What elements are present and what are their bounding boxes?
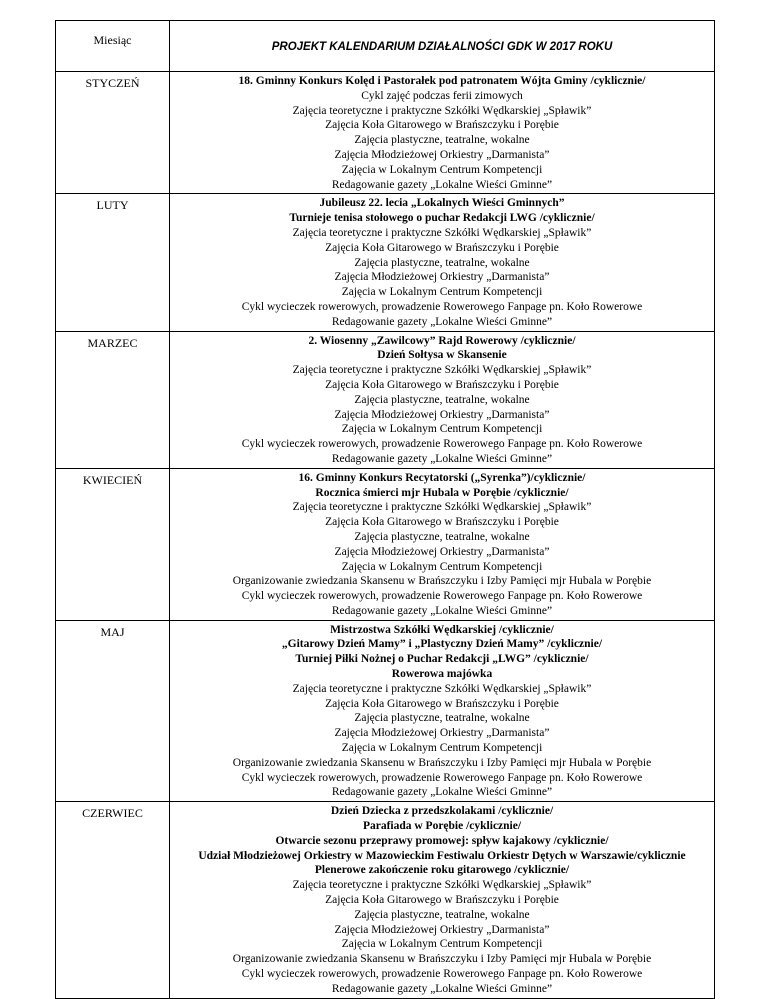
activity-item: Zajęcia teoretyczne i praktyczne Szkółki Wędkarskiej „Spławik”	[292, 104, 592, 117]
event-highlight: 2. Wiosenny „Zawilcowy” Rajd Rowerowy /cyklicznie/	[308, 334, 576, 347]
event-highlight: „Gitarowy Dzień Mamy” i „Plastyczny Dzień Mamy” /cyklicznie/	[281, 638, 603, 651]
activity-item: Zajęcia plastyczne, teatralne, wokalne	[354, 530, 530, 543]
event-highlight: Rocznica śmierci mjr Hubala w Porębie /cyklicznie/	[315, 486, 569, 499]
activities-cell	[170, 331, 715, 468]
header-row	[56, 21, 715, 72]
activity-item: Zajęcia Młodzieżowej Orkiestry „Darmanista”	[334, 408, 550, 421]
activity-item: Cykl wycieczek rowerowych, prowadzenie Rowerowego Fanpage pn. Koło Rowerowe	[241, 771, 643, 784]
month-row	[56, 194, 715, 331]
activities-cell	[170, 72, 715, 194]
activity-item: Zajęcia w Lokalnym Centrum Kompetencji	[341, 423, 543, 436]
event-highlight: Parafiada w Porębie /cyklicznie/	[362, 820, 522, 833]
event-highlight: Rowerowa majówka	[391, 668, 493, 681]
activity-item: Zajęcia Koła Gitarowego w Brańszczyku i Porębie	[325, 516, 559, 529]
activity-item: Organizowanie zwiedzania Skansenu w Brańszczyku i Izby Pamięci mjr Hubala w Porębie	[232, 756, 652, 769]
activity-item: Zajęcia Koła Gitarowego w Brańszczyku i Porębie	[325, 697, 559, 710]
month-row	[56, 72, 715, 194]
activity-item: Redagowanie gazety „Lokalne Wieści Gminne”	[331, 452, 553, 465]
activity-item: Zajęcia w Lokalnym Centrum Kompetencji	[341, 742, 543, 755]
activity-item: Cykl wycieczek rowerowych, prowadzenie Rowerowego Fanpage pn. Koło Rowerowe	[241, 300, 643, 313]
activity-item: Zajęcia Koła Gitarowego w Brańszczyku i Porębie	[325, 119, 559, 132]
activity-item: Redagowanie gazety „Lokalne Wieści Gminne”	[331, 786, 553, 799]
activity-item: Cykl wycieczek rowerowych, prowadzenie Rowerowego Fanpage pn. Koło Rowerowe	[241, 590, 643, 603]
month-row	[56, 331, 715, 468]
month-row	[56, 802, 715, 998]
activity-item: Zajęcia plastyczne, teatralne, wokalne	[354, 393, 530, 406]
calendar-body	[56, 21, 715, 999]
event-highlight: Turnieje tenisa stołowego o puchar Redakcji LWG /cyklicznie/	[289, 212, 595, 225]
event-highlight: 16. Gminny Konkurs Recytatorski („Syrenka”)/cyklicznie/	[298, 471, 586, 484]
activity-item: Zajęcia teoretyczne i praktyczne Szkółki Wędkarskiej „Spławik”	[292, 226, 592, 239]
activity-item: Zajęcia Koła Gitarowego w Brańszczyku i Porębie	[325, 241, 559, 254]
month-name: STYCZEŃ	[56, 72, 170, 194]
activities-cell	[170, 468, 715, 620]
month-name: CZERWIEC	[56, 802, 170, 998]
activity-item: Zajęcia w Lokalnym Centrum Kompetencji	[341, 163, 543, 176]
activity-item: Zajęcia plastyczne, teatralne, wokalne	[354, 908, 530, 921]
activity-item: Zajęcia w Lokalnym Centrum Kompetencji	[341, 560, 543, 573]
activity-item: Cykl wycieczek rowerowych, prowadzenie Rowerowego Fanpage pn. Koło Rowerowe	[241, 438, 643, 451]
event-highlight: Plenerowe zakończenie roku gitarowego /cyklicznie/	[314, 864, 570, 877]
event-highlight: Udział Młodzieżowej Orkiestry w Mazowieckim Festiwalu Orkiestr Dętych w Warszawie/cyklicznie	[198, 849, 686, 862]
month-name: LUTY	[56, 194, 170, 331]
month-column-header: Miesiąc	[56, 21, 170, 72]
activity-item: Zajęcia Młodzieżowej Orkiestry „Darmanista”	[334, 545, 550, 558]
activities-cell	[170, 194, 715, 331]
event-highlight: Turniej Piłki Nożnej o Puchar Redakcji „LWG” /cyklicznie/	[295, 653, 589, 666]
event-highlight: Jubileusz 22. lecia „Lokalnych Wieści Gminnych”	[319, 197, 565, 210]
activities-cell	[170, 802, 715, 998]
activity-item: Zajęcia Młodzieżowej Orkiestry „Darmanista”	[334, 727, 550, 740]
activity-item: Zajęcia Młodzieżowej Orkiestry „Darmanista”	[334, 271, 550, 284]
event-highlight: Dzień Dziecka z przedszkolakami /cyklicznie/	[330, 805, 554, 818]
activity-item: Zajęcia teoretyczne i praktyczne Szkółki Wędkarskiej „Spławik”	[292, 501, 592, 514]
activity-item: Redagowanie gazety „Lokalne Wieści Gminne”	[331, 178, 553, 191]
activities-cell	[170, 620, 715, 802]
event-highlight: Mistrzostwa Szkółki Wędkarskiej /cyklicznie/	[330, 623, 554, 636]
activity-item: Zajęcia teoretyczne i praktyczne Szkółki Wędkarskiej „Spławik”	[292, 682, 592, 695]
activity-item: Zajęcia teoretyczne i praktyczne Szkółki Wędkarskiej „Spławik”	[292, 364, 592, 377]
activity-item: Redagowanie gazety „Lokalne Wieści Gminne”	[331, 604, 553, 617]
activity-item: Zajęcia Młodzieżowej Orkiestry „Darmanista”	[334, 923, 550, 936]
month-name: MARZEC	[56, 331, 170, 468]
activity-item: Zajęcia teoretyczne i praktyczne Szkółki Wędkarskiej „Spławik”	[292, 879, 592, 892]
activity-item: Redagowanie gazety „Lokalne Wieści Gminne”	[331, 982, 553, 995]
month-row	[56, 468, 715, 620]
activity-item: Zajęcia plastyczne, teatralne, wokalne	[354, 256, 530, 269]
activity-item: Cykl zajęć podczas ferii zimowych	[361, 89, 523, 102]
activity-item: Zajęcia plastyczne, teatralne, wokalne	[354, 134, 530, 147]
activity-item: Zajęcia Koła Gitarowego w Brańszczyku i Porębie	[325, 378, 559, 391]
activity-item: Zajęcia w Lokalnym Centrum Kompetencji	[341, 938, 543, 951]
activity-item: Zajęcia w Lokalnym Centrum Kompetencji	[341, 286, 543, 299]
month-name: KWIECIEŃ	[56, 468, 170, 620]
activity-item: Redagowanie gazety „Lokalne Wieści Gminne”	[331, 315, 553, 328]
activity-item: Zajęcia Koła Gitarowego w Brańszczyku i Porębie	[325, 894, 559, 907]
activity-item: Zajęcia plastyczne, teatralne, wokalne	[354, 712, 530, 725]
event-highlight: Dzień Sołtysa w Skansenie	[377, 349, 507, 362]
activity-item: Organizowanie zwiedzania Skansenu w Brańszczyku i Izby Pamięci mjr Hubala w Porębie	[232, 575, 652, 588]
activity-item: Zajęcia Młodzieżowej Orkiestry „Darmanista”	[334, 148, 550, 161]
event-highlight: Otwarcie sezonu przeprawy promowej: spływ kajakowy /cyklicznie/	[275, 834, 609, 847]
document-title: PROJEKT KALENDARIUM DZIAŁALNOŚCI GDK W 2017 ROKU	[170, 21, 715, 72]
activity-item: Cykl wycieczek rowerowych, prowadzenie Rowerowego Fanpage pn. Koło Rowerowe	[241, 968, 643, 981]
month-name: MAJ	[56, 620, 170, 802]
month-row	[56, 620, 715, 802]
calendar-table	[55, 20, 715, 999]
activity-item: Organizowanie zwiedzania Skansenu w Brańszczyku i Izby Pamięci mjr Hubala w Porębie	[232, 953, 652, 966]
event-highlight: 18. Gminny Konkurs Kolęd i Pastorałek pod patronatem Wójta Gminy /cyklicznie/	[238, 75, 646, 87]
